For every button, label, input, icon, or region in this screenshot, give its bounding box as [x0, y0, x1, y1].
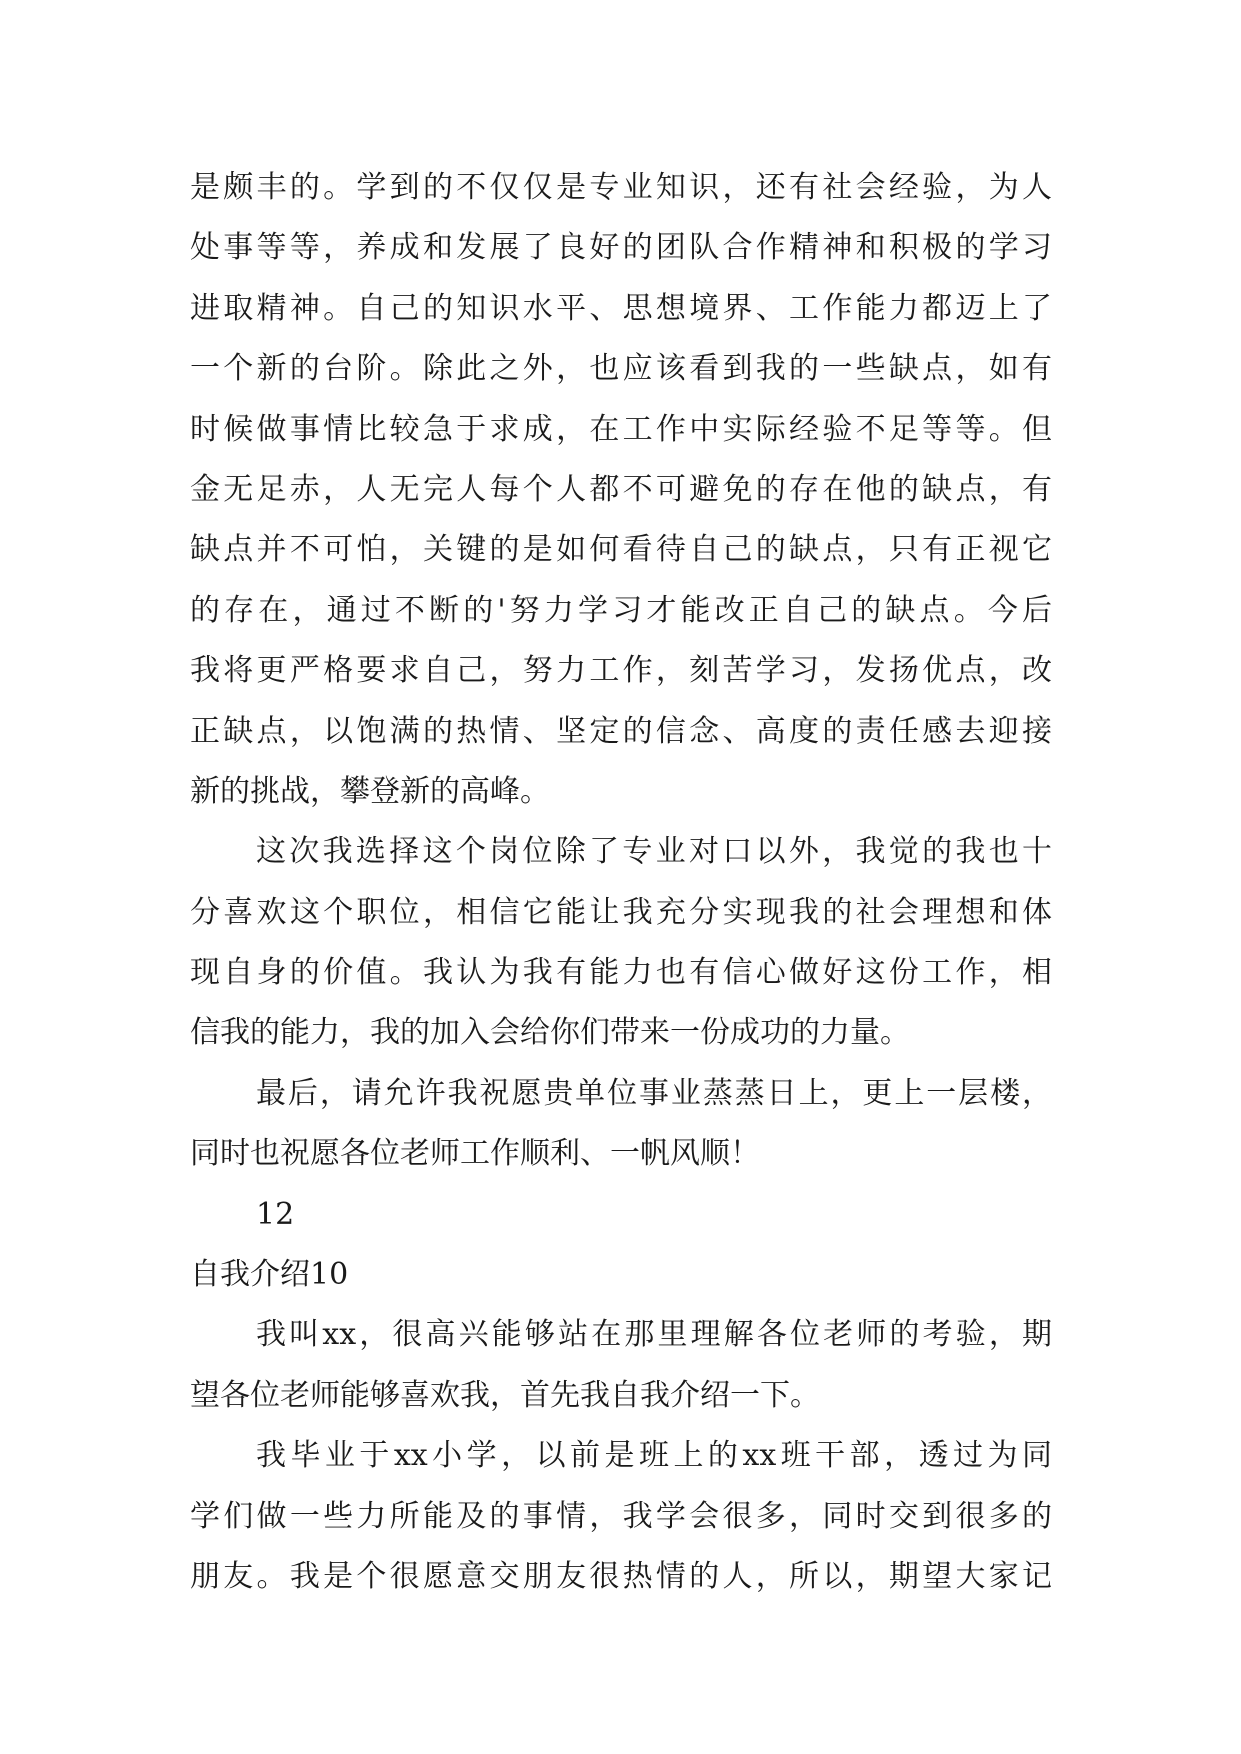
text-line: 金无足赤，人无完人每个人都不可避免的存在他的缺点，有 [190, 471, 1052, 507]
text-line: 是颇丰的。学到的不仅仅是专业知识，还有社会经验，为人 [190, 170, 1052, 205]
section-number: 12 [256, 1196, 295, 1232]
paragraph-first-line: 我叫xx，很高兴能够站在那里理解各位老师的考验，期 [256, 1317, 1052, 1353]
paragraph-first-line: 这次我选择这个岗位除了专业对口以外，我觉的我也十 [256, 834, 1052, 870]
text-line: 正缺点，以饱满的热情、坚定的信念、高度的责任感去迎接 [190, 713, 1052, 749]
text-line: 现自身的价值。我认为我有能力也有信心做好这份工作，相 [190, 955, 1052, 991]
text-line: 学们做一些力所能及的事情，我学会很多，同时交到很多的 [190, 1498, 1052, 1534]
paragraph-first-line: 最后，请允许我祝愿贵单位事业蒸蒸日上，更上一层楼， [256, 1075, 1052, 1111]
text-line: 的存在，通过不断的'努力学习才能改正自己的缺点。今后 [190, 592, 1052, 628]
document-body [190, 158, 1052, 1607]
text-line: 缺点并不可怕，关键的是如何看待自己的缺点，只有正视它 [190, 532, 1052, 568]
text-line: 我将更严格要求自己，努力工作，刻苦学习，发扬优点，改 [190, 653, 1052, 689]
text-line: 信我的能力，我的加入会给你们带来一份成功的力量。 [190, 1015, 910, 1051]
section-heading: 自我介绍10 [190, 1257, 349, 1293]
text-line: 同时也祝愿各位老师工作顺利、一帆风顺！ [190, 1136, 760, 1172]
paragraph-first-line: 我毕业于xx小学，以前是班上的xx班干部，透过为同 [256, 1438, 1052, 1474]
text-line: 分喜欢这个职位，相信它能让我充分实现我的社会理想和体 [190, 894, 1052, 930]
text-line: 朋友。我是个很愿意交朋友很热情的人，所以，期望大家记 [190, 1558, 1052, 1594]
text-line: 新的挑战，攀登新的高峰。 [190, 773, 550, 809]
text-line: 处事等等，养成和发展了良好的团队合作精神和积极的学习 [190, 230, 1052, 266]
text-line: 进取精神。自己的知识水平、思想境界、工作能力都迈上了 [190, 290, 1052, 326]
text-line: 时候做事情比较急于求成，在工作中实际经验不足等等。但 [190, 411, 1052, 447]
text-line: 望各位老师能够喜欢我，首先我自我介绍一下。 [190, 1377, 820, 1413]
text-line: 一个新的台阶。除此之外，也应该看到我的一些缺点，如有 [190, 351, 1052, 387]
